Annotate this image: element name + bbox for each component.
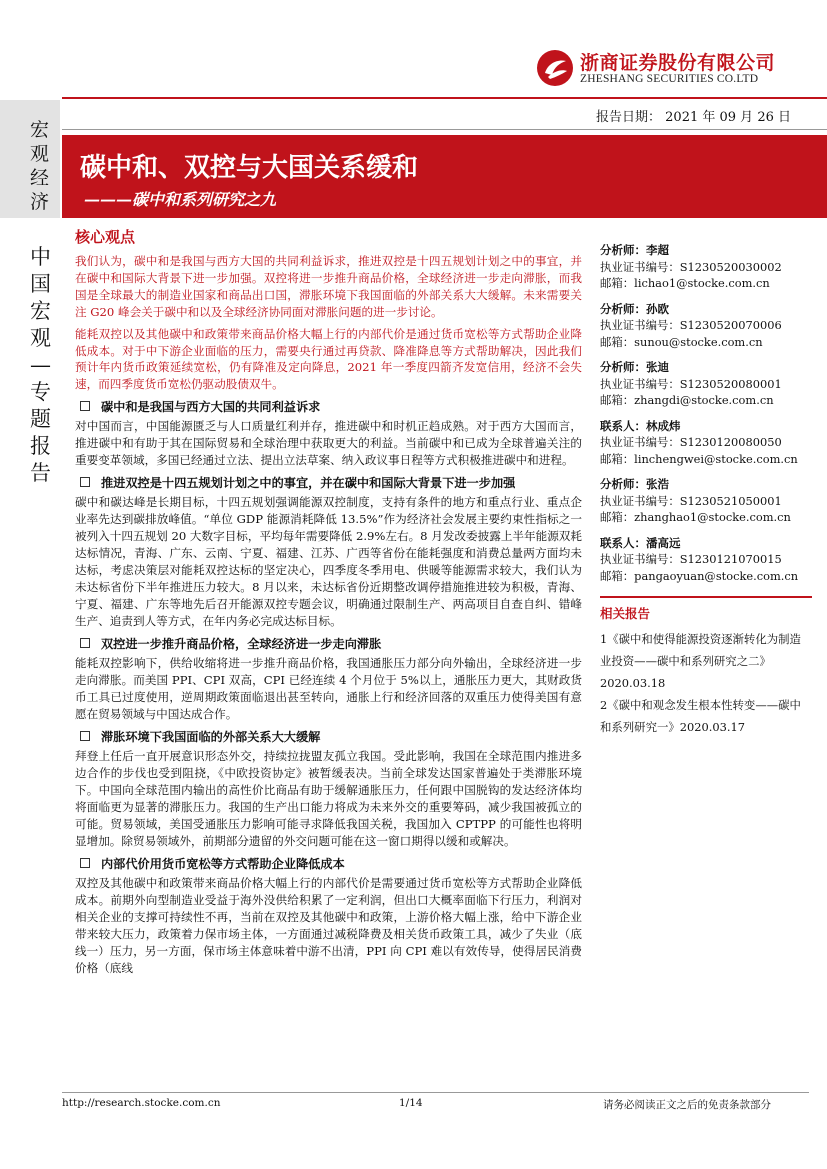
company-name-cn: 浙商证券股份有限公司 (580, 52, 776, 74)
analyst-name: 联系人：潘高远 (600, 535, 681, 550)
analyst-sidebar (600, 242, 812, 738)
related-report-link[interactable]: 2《碳中和观念发生根本性转变——碳中和系列研究一》2020.03.17 (600, 698, 801, 734)
section-title: 碳中和是我国与西方大国的共同利益诉求 (75, 398, 582, 415)
checkbox-bullet-icon (80, 858, 90, 868)
report-date: 报告日期： 2021 年 09 月 26 日 (596, 110, 791, 125)
checkbox-bullet-icon (80, 477, 90, 487)
analyst-card (600, 301, 812, 351)
section-body: 拜登上任后一直开展意识形态外交，持续拉拢盟友孤立我国。受此影响，我国在全球范围内推进多边合作的步伐也受到阻挠，《中欧投资协定》被暂缓表决。当前全球发达国家普遍处于类滞胀环境下。中国向全球范围内输出的高性价比商品有助于缓解通胀压力，任何跟中国脱钩的发达经济体均将面临更为显著的滞胀压力。我国的生产出口能力将成为未来外交的重要筹码，减少我国被孤立的可能。贸易领域，美国受通胀压力影响可能寻求降低我国关税，我国加入 CPTPP 的可能性也将明显增加。除贸易领域外，前期部分遗留的外交问题可能在这一窗口期得以缓和或解决。 (75, 749, 582, 849)
analyst-cert: 执业证书编号：S1230520080001 (600, 376, 782, 391)
main-content (75, 226, 582, 982)
core-view-title: 核心观点 (75, 228, 136, 246)
section-body: 能耗双控影响下，供给收缩将进一步推升商品价格，我国通胀压力部分向外输出，全球经济进一步走向滞胀。而美国 PPI、CPI 双高，CPI 已经连续 4 个月位于 5%以上，通胀压力更大，其财政货币工具已过度使用，逆周期政策面临退出甚至转向，通胀上行和经济回落的双重压力使得美国有意愿在贸易领域与中国达成合作。 (75, 656, 582, 722)
analyst-name: 分析师：李超 (600, 243, 669, 257)
analyst-name: 分析师：张浩 (600, 477, 669, 491)
related-divider (600, 596, 812, 598)
section-body: 双控及其他碳中和政策带来商品价格大幅上行的内部代价是需要通过货币宽松等方式帮助企业降低成本。前期外向型制造业受益于海外没供给积累了一定利润，但出口大概率面临下行压力，利润对相关企业的支撑可持续性不再，当前在双控及其他碳中和政策，上游价格大幅上涨，给中下游企业带来较大压力，政策着力保市场主体，一方面通过减税降费及相关货币政策工具，减少了失业（底线一）压力，另一方面，保市场主体意味着中游不出清，PPI 向 CPI 难以有效传导，使得居民消费价格（底线 (75, 876, 582, 976)
disclaimer-note: 请务必阅读正文之后的免责条款部分 (603, 1099, 771, 1111)
footer-divider (62, 1092, 809, 1093)
analyst-card (600, 359, 812, 409)
analyst-cert: 执业证书编号：S1230520030002 (600, 259, 782, 274)
section-title: 滞胀环境下我国面临的外部关系大大缓解 (75, 728, 582, 745)
analyst-name: 分析师：张迪 (600, 360, 669, 374)
report-title: 碳中和、双控与大国关系缓和 (80, 153, 419, 183)
analyst-card (600, 535, 812, 585)
core-paragraph: 我们认为，碳中和是我国与西方大国的共同利益诉求，推进双控是十四五规划计划之中的事宜，并在碳中和国际大背景下进一步加强。双控将进一步推升商品价格，全球经济进一步走向滞胀，而我国是全球最大的制造业国家和商品出口国，滞胀环境下我国面临的外部关系大大缓解。未来需要关注 G20 峰会关于碳中和以及全球经济协同面对滞胀问题的进一步讨论。 (75, 254, 582, 319)
title-banner (62, 135, 827, 218)
section-body: 对中国而言，中国能源匮乏与人口质量红利并存，推进碳中和时机正趋成熟。对于西方大国而言，推进碳中和有助于其在国际贸易和全球治理中获取更大的利益。当前碳中和已成为全球普遍关注的重要变革领域，多国已经通过立法、提出立法草案、纳入政议事日程等方式积极推进碳中和进程。 (75, 419, 582, 468)
section-title: 推进双控是十四五规划计划之中的事宜，并在碳中和国际大背景下进一步加强 (75, 474, 582, 491)
date-divider (62, 129, 827, 130)
analyst-cert: 执业证书编号：S1230121070015 (600, 552, 782, 566)
analyst-email[interactable]: 邮箱：lichao1@stocke.com.cn (600, 276, 770, 290)
analyst-name: 联系人：林成炜 (600, 418, 681, 433)
analyst-cert: 执业证书编号：S1230520070006 (600, 318, 782, 332)
report-type-label: 中国宏观—专题报告 (30, 245, 51, 485)
company-name-en: ZHESHANG SECURITIES CO.LTD (580, 73, 759, 85)
analyst-email[interactable]: 邮箱：zhanghao1@stocke.com.cn (600, 510, 791, 524)
related-reports-title: 相关报告 (600, 606, 651, 621)
checkbox-bullet-icon (80, 401, 90, 411)
analyst-cert: 执业证书编号：S1230120080050 (600, 435, 782, 449)
header-divider (62, 97, 827, 99)
footer-url-link[interactable]: http://research.stocke.com.cn (62, 1097, 221, 1109)
analyst-card (600, 242, 812, 292)
section-title: 双控进一步推升商品价格，全球经济进一步走向滞胀 (75, 635, 582, 652)
section-body: 碳中和碳达峰是长期目标，十四五规划强调能源双控制度，支持有条件的地方和重点行业、重点企业率先达到碳排放峰值。“单位 GDP 能源消耗降低 13.5%”作为经济社会发展主要约束性指标之一被列入十四五规划 20 大数字目标，平均每年需要降低 2.9%左右。8 月发改委披露上半年能源双耗达标情况，青海、广东、云南、宁夏、福建、江苏、广西等省份在能耗强度和消费总量两方面均未达标，考虑决策层对能耗双控达标的坚定决心，四季度冬季用电、供暖等能源需求较大，我们认为未达标省份下半年推进压力较大。8 月以来，未达标省份近期整改调停措施推进较为积极，青海、宁夏、福建、广东等地先后召开能源双控专题会议，明确通过限制生产、两高项目自查自纠、错峰生产、追责到人等方式，在年内务必完成达标目标。 (75, 495, 582, 629)
report-subtitle: ———碳中和系列研究之九 (84, 190, 277, 209)
zheshang-logo-icon (536, 49, 574, 87)
analyst-card (600, 476, 812, 526)
analyst-email[interactable]: 邮箱：zhangdi@stocke.com.cn (600, 393, 774, 407)
company-logo (536, 46, 786, 90)
category-label: 宏观经济 (30, 119, 50, 213)
analyst-email[interactable]: 邮箱：sunou@stocke.com.cn (600, 334, 763, 349)
page-number: 1/14 (399, 1097, 423, 1109)
category-tab (0, 100, 60, 218)
related-report-link[interactable]: 1《碳中和使得能源投资逐渐转化为制造业投资——碳中和系列研究之二》2020.03.18 (600, 632, 801, 690)
analyst-cert: 执业证书编号：S1230521050001 (600, 493, 782, 508)
section-title: 内部代价用货币宽松等方式帮助企业降低成本 (75, 855, 582, 872)
analyst-name: 分析师：孙欧 (600, 301, 669, 316)
analyst-email[interactable]: 邮箱：linchengwei@stocke.com.cn (600, 451, 798, 466)
analyst-card (600, 418, 812, 468)
analyst-email[interactable]: 邮箱：pangaoyuan@stocke.com.cn (600, 568, 799, 583)
checkbox-bullet-icon (80, 731, 90, 741)
core-paragraph: 能耗双控以及其他碳中和政策带来商品价格大幅上行的内部代价是通过货币宽松等方式帮助企业降低成本。对于中下游企业面临的压力，需要央行通过再贷款、降准降息等方式帮助解决，因此我们预计年内货币政策延续宽松，仍有降准及定向降息，2021 年一季度四箭齐发宽信用，经济不会失速，而四季度货币宽松仍驱动股债双牛。 (75, 326, 582, 392)
checkbox-bullet-icon (80, 638, 90, 648)
